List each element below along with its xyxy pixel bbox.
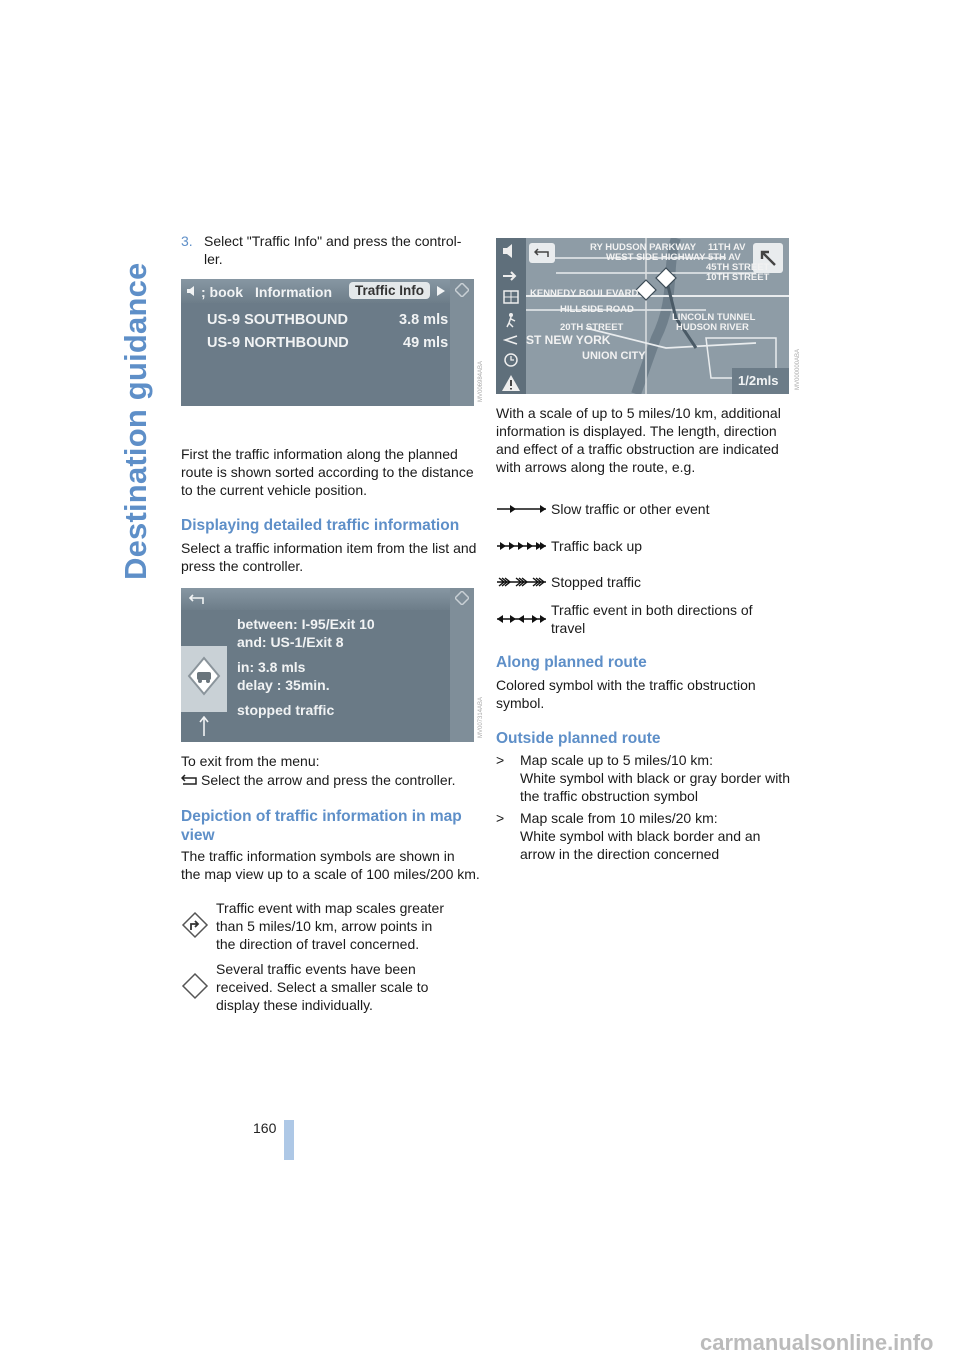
exit-instruction: Select the arrow and press the controller. [201, 772, 456, 788]
map-label: 11TH AV [708, 242, 746, 253]
traffic-info-screen [181, 279, 474, 406]
traffic-row-distance: 3.8 mls [399, 312, 449, 328]
para-along-route: Colored symbol with the traffic obstruction symbol. [496, 677, 756, 711]
detail-between: between: I-95/Exit 10 [237, 616, 375, 632]
map-view-screen [496, 238, 789, 394]
footer-watermark[interactable]: carmanualsonline.info [700, 1330, 934, 1355]
route-arrows-icon[interactable] [503, 270, 519, 282]
traffic-obstruction-icon [187, 656, 221, 700]
section-title: Destination guidance [118, 262, 153, 580]
para-select-item: Select a traffic information item from the list and press the controller. [181, 540, 477, 574]
direction-icon[interactable] [503, 334, 519, 346]
page-number-bar [284, 1120, 294, 1160]
directional-traffic-icon [181, 911, 209, 939]
legend-slow: Slow traffic or other event [551, 501, 710, 517]
step-3-number: 3. [181, 233, 193, 249]
traffic-backup-arrow-icon [496, 541, 548, 551]
map-label: 5TH AV [708, 252, 741, 263]
detail-distance: in: 3.8 mls [237, 659, 306, 675]
bullet-marker: > [496, 810, 505, 826]
map-label: 45TH STREET [706, 262, 770, 273]
traffic-row-distance: 49 mls [403, 335, 449, 351]
map-scale: 1/2mls [738, 373, 779, 388]
legend-backup: Traffic back up [551, 538, 643, 554]
compass-icon [455, 591, 469, 605]
up-arrow-icon [199, 716, 209, 736]
heading-along-route: Along planned route [496, 654, 647, 671]
page-number: 160 [253, 1120, 277, 1136]
traffic-row-road[interactable]: US-9 NORTHBOUND [207, 335, 349, 351]
volume-icon[interactable] [503, 244, 519, 258]
exit-menu-label: To exit from the menu: [181, 753, 320, 769]
tab-book[interactable]: ; book [201, 284, 243, 300]
traffic-row-road[interactable]: US-9 SOUTHBOUND [207, 312, 348, 328]
screen-topbar [181, 588, 474, 610]
tab-information[interactable]: Information [255, 284, 332, 300]
bullet-marker: > [496, 752, 505, 768]
heading-depiction: Depiction of traffic information in map view [181, 808, 462, 844]
multiple-events-icon [181, 972, 209, 1000]
symbol-panel [181, 646, 227, 712]
map-toolbar [496, 238, 526, 394]
back-arrow-icon [181, 774, 198, 785]
tab-traffic-info[interactable]: Traffic Info [349, 282, 430, 299]
map-label: RY HUDSON PARKWAY [590, 242, 697, 253]
detail-and: and: US-1/Exit 8 [237, 634, 344, 650]
map-label: LINCOLN TUNNEL [672, 312, 756, 323]
heading-outside-route: Outside planned route [496, 730, 661, 747]
map-label: UNION CITY [582, 350, 646, 362]
screen-right-strip [450, 588, 474, 742]
para-scale-info: With a scale of up to 5 miles/10 km, additional information is displayed. The length, direction and effect of a traffic obstruction are indicated with arrows along the route, e.g. [496, 405, 781, 475]
back-arrow-icon[interactable] [189, 594, 205, 605]
detail-delay: delay : 35min. [237, 677, 330, 693]
para-symbols-shown: The traffic information symbols are shown in the map view up to a scale of 100 miles/200 km. [181, 848, 480, 882]
map-label: ST NEW YORK [526, 333, 611, 347]
stopped-traffic-arrow-icon [496, 577, 548, 587]
both-directions-arrow-icon [496, 614, 548, 624]
map-label: HUDSON RIVER [676, 322, 749, 333]
map-label: 20TH STREET [560, 322, 624, 333]
pedestrian-icon[interactable] [503, 312, 519, 328]
arrow-right-icon[interactable] [437, 286, 445, 296]
bullet-scale-5: Map scale up to 5 miles/10 km: White symbol with black or gray border with the traffic obstruction symbol [520, 752, 790, 804]
symbol-multiple-text: Several traffic events have been received. Select a smaller scale to display these individually. [216, 961, 429, 1013]
map-label: KENNEDY BOULEVARD [530, 288, 639, 299]
map-label: HILLSIDE ROAD [560, 304, 634, 315]
legend-both-directions: Traffic event in both directions of travel [551, 602, 753, 636]
legend-stopped: Stopped traffic [551, 574, 642, 590]
slow-traffic-arrow-icon [496, 504, 548, 514]
volume-icon [187, 286, 197, 296]
map-label: 10TH STREET [706, 272, 770, 283]
step-3-text: Select "Traffic Info" and press the control- ler. [204, 233, 462, 267]
map-grid-icon[interactable] [503, 290, 519, 304]
back-arrow-icon [534, 248, 550, 258]
map-scale-box[interactable] [732, 368, 789, 394]
detail-type: stopped traffic [237, 702, 335, 718]
bullet-scale-10: Map scale from 10 miles/20 km: White symbol with black border and an arrow in the direction concerned [520, 810, 761, 862]
compass-icon [455, 283, 469, 297]
map-back-button[interactable] [529, 243, 555, 263]
clock-icon[interactable] [503, 352, 519, 368]
symbol-directional-text: Traffic event with map scales greater than 5 miles/10 km, arrow points in the direction of travel concerned. [216, 900, 444, 952]
heading-detailed-traffic: Displaying detailed traffic information [181, 517, 460, 534]
warning-icon[interactable] [501, 374, 521, 392]
screen-right-strip [450, 279, 474, 406]
traffic-detail-screen [181, 588, 474, 742]
image-code: MV006984ABA [478, 360, 484, 402]
map-label: WEST SIDE HIGHWAY [606, 252, 706, 263]
image-code: MV007314ABA [478, 696, 484, 738]
para-traffic-sorted: First the traffic information along the planned route is shown sorted according to the distance to the current vehicle position. [181, 446, 474, 498]
image-code: MV000000ABA [795, 348, 801, 390]
